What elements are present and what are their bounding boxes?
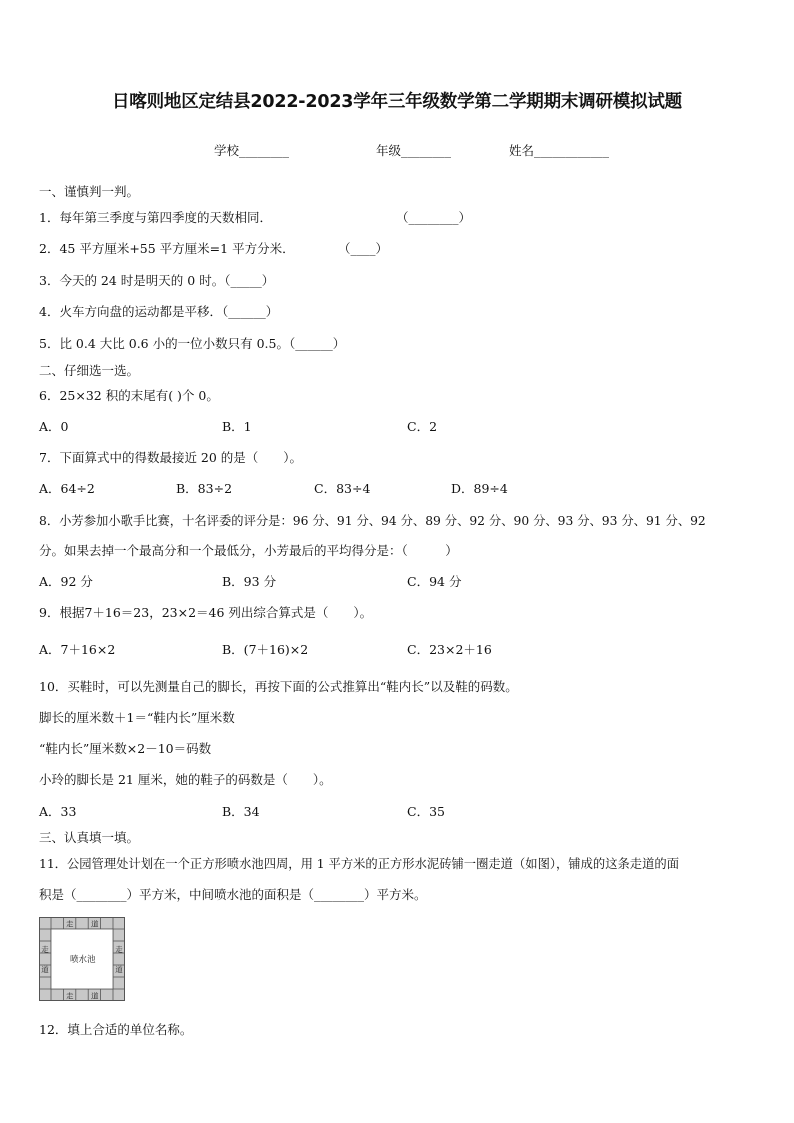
question-5: 5．比 0.4 大比 0.6 小的一位小数只有 0.5。（______）: [39, 336, 346, 351]
question-10-option-a: A．33: [39, 804, 77, 819]
question-2: 2．45 平方厘米+55 平方厘米=1 平方分米．: [39, 241, 295, 256]
question-8-line-1: 8．小芳参加小歌手比赛，十名评委的评分是：96 分、91 分、94 分、89 分、92 分、90 分、93 分、93 分、91 分、92: [39, 514, 706, 528]
question-1-blank: （________）: [396, 210, 472, 225]
walk-label-right-2: 道: [115, 965, 123, 974]
page-title: 日喀则地区定结县2022-2023学年三年级数学第二学期期末调研模拟试题: [112, 92, 682, 112]
question-6-option-a: A．0: [39, 419, 69, 434]
question-4: 4．火车方向盘的运动都是平移．（______）: [39, 304, 279, 319]
question-11-line-2: 积是（________）平方米，中间喷水池的面积是（________）平方米。: [39, 887, 427, 902]
walk-label-top-2: 道: [91, 919, 99, 929]
name-field: 姓名____________: [509, 143, 610, 158]
question-10-line-2: 脚长的厘米数＋1＝“鞋内长”厘米数: [39, 710, 235, 725]
question-8-line-2: 分。如果去掉一个最高分和一个最低分，小芳最后的平均得分是：（ ）: [39, 543, 458, 558]
question-10-line-4: 小玲的脚长是 21 厘米，她的鞋子的码数是（ ）。: [39, 772, 332, 787]
question-8-option-c: C．94 分: [407, 574, 462, 589]
question-10-line-3: “鞋内长”厘米数×2－10＝码数: [39, 741, 212, 756]
walk-label-left-2: 道: [41, 965, 49, 974]
question-7-option-b: B．83÷2: [176, 481, 233, 496]
walk-label-top-1: 走: [66, 919, 74, 929]
walk-label-bottom-1: 走: [66, 991, 74, 1001]
question-8-option-b: B．93 分: [222, 574, 277, 589]
question-7-option-a: A．64÷2: [39, 481, 95, 496]
walk-label-left-1: 走: [41, 945, 49, 954]
question-6-option-c: C．2: [407, 419, 438, 434]
walk-label-bottom-2: 道: [91, 991, 99, 1001]
school-field: 学校________: [214, 143, 290, 158]
question-10-option-c: C．35: [407, 804, 445, 819]
question-7: 7．下面算式中的得数最接近 20 的是（ ）。: [39, 450, 303, 465]
question-10-line-1: 10．买鞋时，可以先测量自己的脚长，再按下面的公式推算出“鞋内长”以及鞋的码数。: [39, 679, 518, 694]
question-1: 1．每年第三季度与第四季度的天数相同．: [39, 210, 272, 225]
section-3-heading: 三、认真填一填。: [39, 830, 140, 845]
question-6-option-b: B．1: [222, 419, 252, 434]
question-11-line-1: 11．公园管理处计划在一个正方形喷水池四周，用 1 平方米的正方形水泥砖铺一圈走道（如图），铺成的这条走道的面: [39, 857, 679, 871]
walkway-figure: [39, 917, 125, 1001]
question-2-blank: （____）: [338, 241, 389, 256]
question-3: 3．今天的 24 时是明天的 0 时。（_____）: [39, 273, 275, 288]
grade-field: 年级________: [376, 143, 452, 158]
section-2-heading: 二、仔细选一选。: [39, 363, 140, 378]
question-8-option-a: A．92 分: [39, 574, 93, 589]
section-1-heading: 一、谨慎判一判。: [39, 184, 140, 199]
question-7-option-c: C．83÷4: [314, 481, 371, 496]
question-9-option-b: B．(7＋16)×2: [222, 642, 309, 657]
question-9-option-a: A．7＋16×2: [39, 642, 116, 657]
question-9-option-c: C．23×2＋16: [407, 642, 492, 657]
pool-label: 喷水池: [70, 955, 96, 965]
question-7-option-d: D．89÷4: [451, 481, 508, 496]
walk-label-right-1: 走: [115, 945, 123, 954]
question-9: 9．根据7＋16＝23，23×2＝46 列出综合算式是（ ）。: [39, 605, 373, 620]
question-6: 6．25×32 积的末尾有( )个 0。: [39, 388, 219, 403]
question-12: 12．填上合适的单位名称。: [39, 1022, 193, 1037]
question-10-option-b: B．34: [222, 804, 260, 819]
walkway-diagram: [39, 917, 125, 1001]
